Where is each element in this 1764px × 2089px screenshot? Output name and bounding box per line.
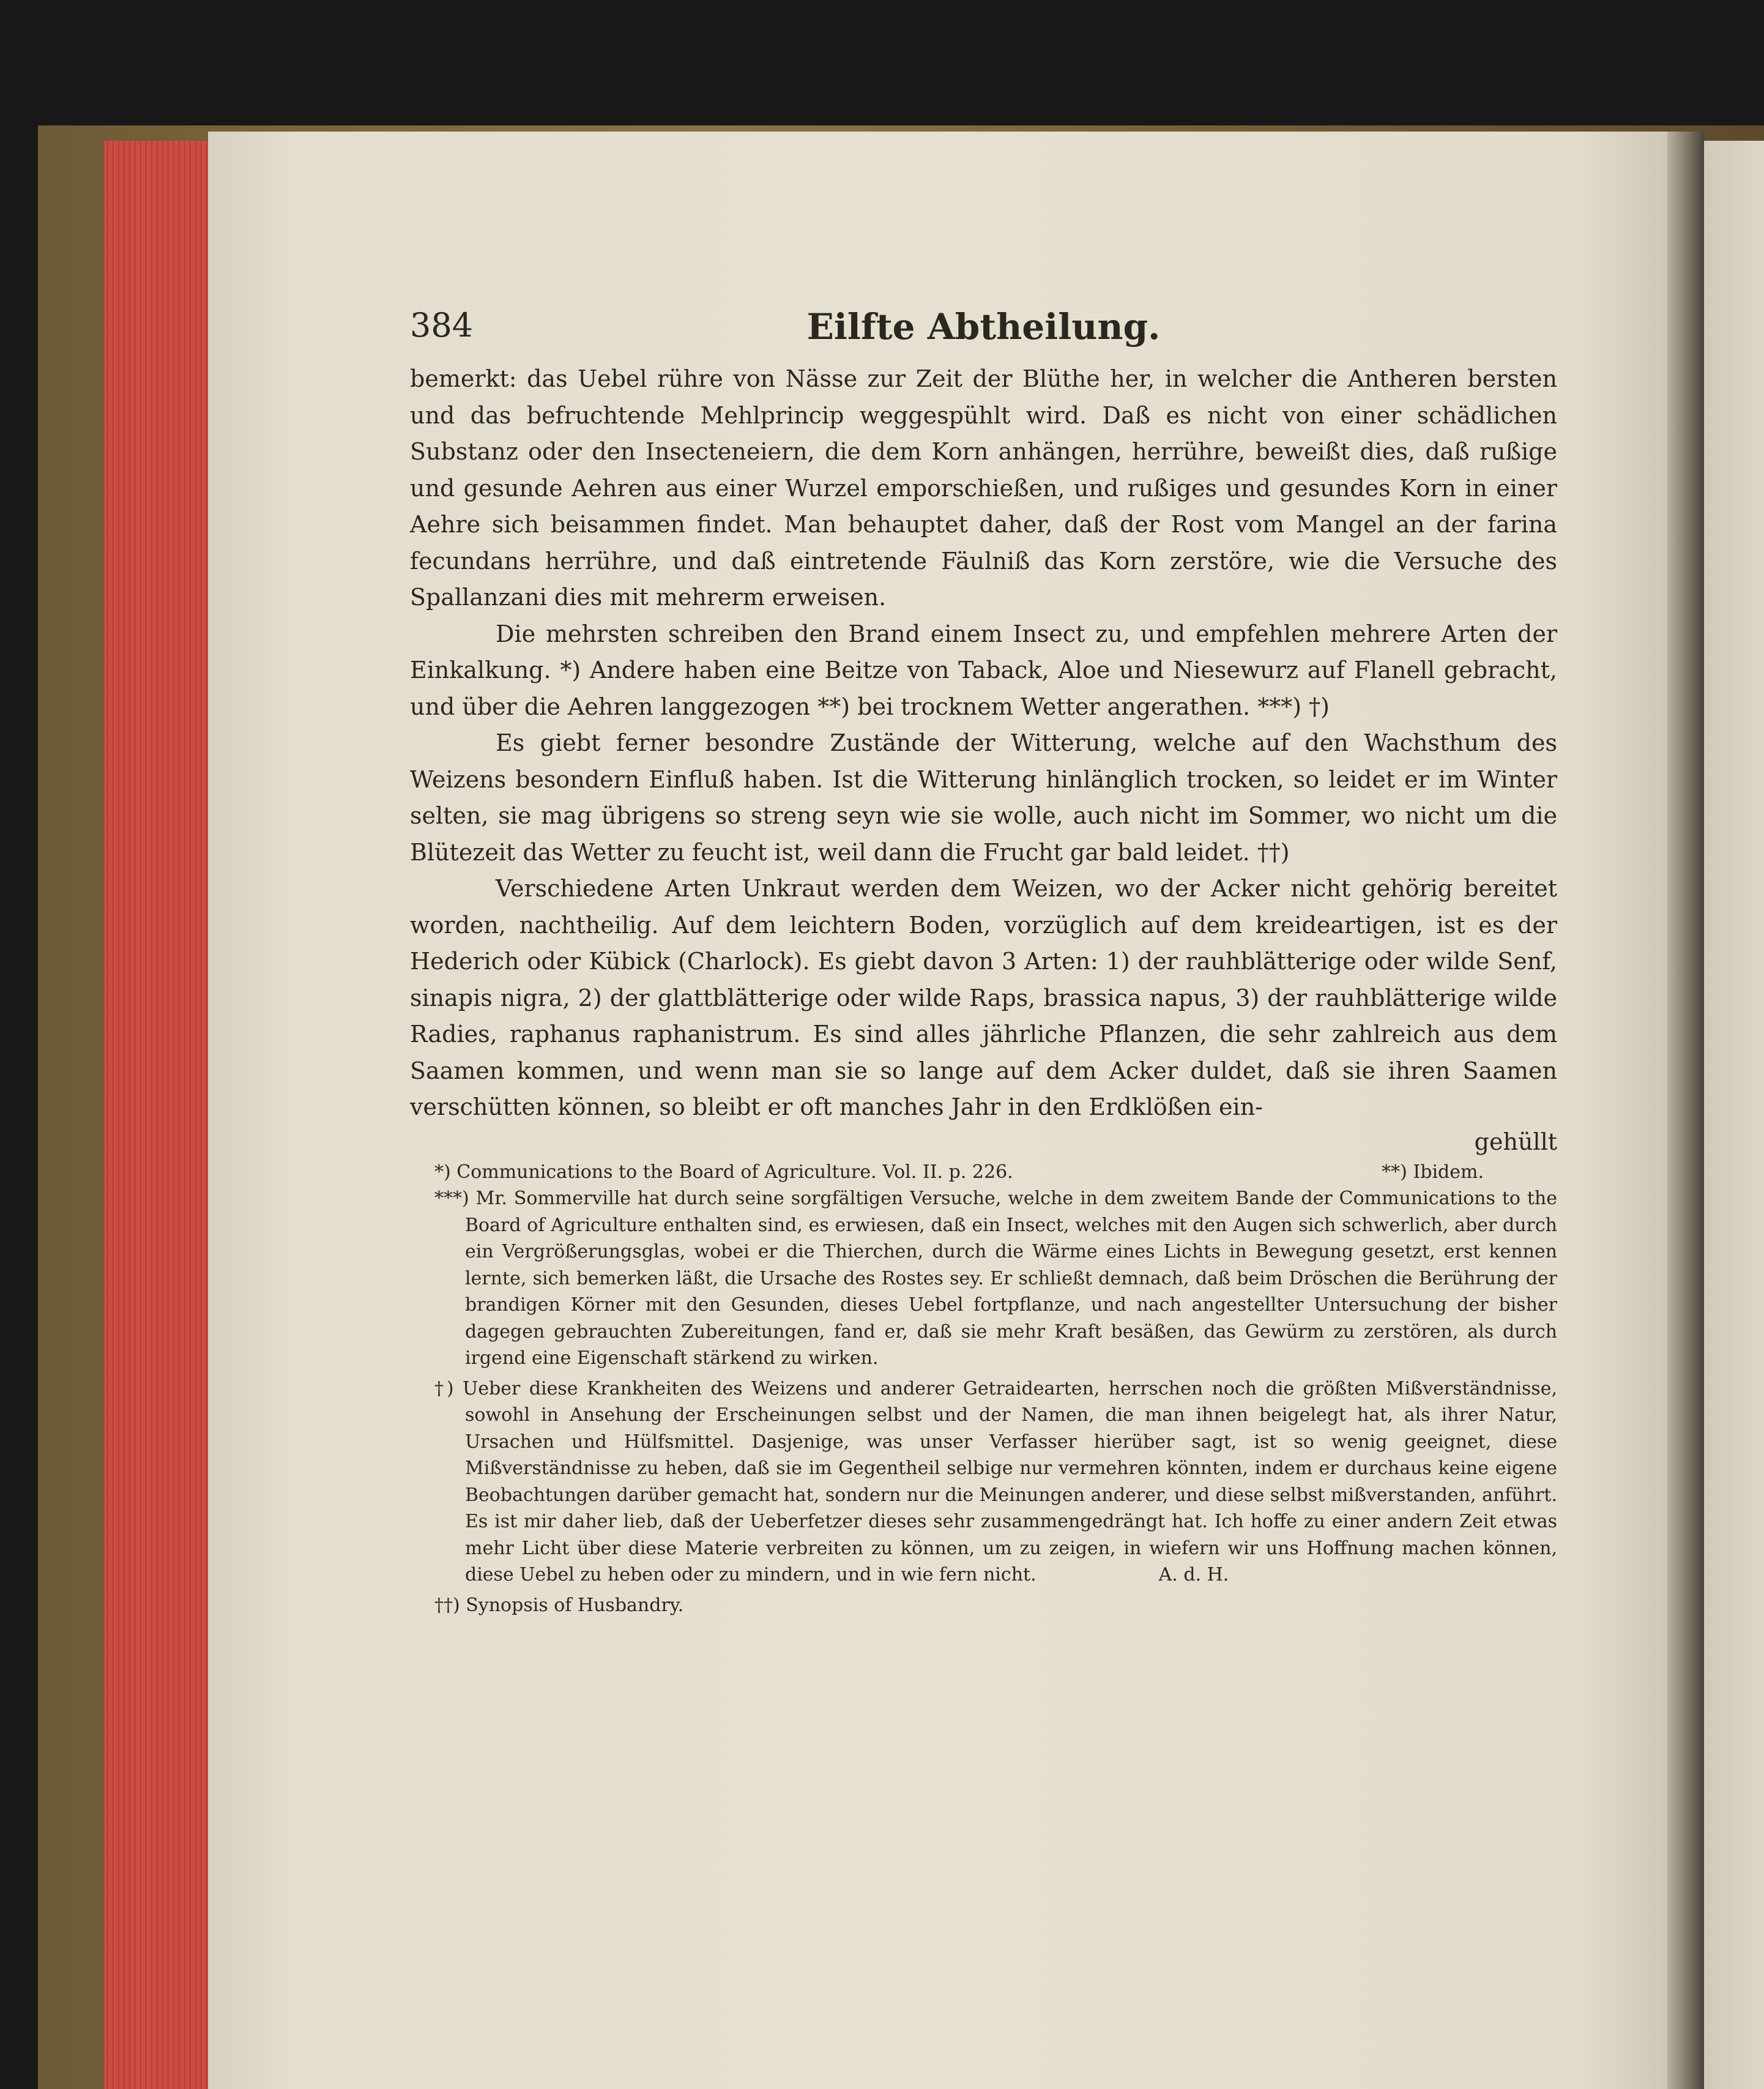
body-paragraph-3: Es giebt ferner besondre Zustände der Witterung, welche auf den Wachsthum des Weizens besondern Einfluß haben. Ist die Witterung hinlänglich trocken, so leidet er im Winter selten, sie mag übrigens so streng seyn wie sie wolle, auch nicht im Sommer, wo nicht um die Blütezeit das Wetter zu feucht ist, weil dann die Frucht gar bald leidet. ††)	[410, 729, 1557, 866]
footnote-2: **) Ibidem.	[1382, 1161, 1484, 1183]
footnote-1: *) Communications to the Board of Agriculture. Vol. II. p. 226.	[434, 1161, 1013, 1183]
footnote-4-text: †) Ueber diese Krankheiten des Weizens und anderer Getraidearten, herrschen noch die größten Mißverständnisse, sowohl in Ansehung der Erscheinungen selbst und der Namen, die man ihnen beigelegt hat, als ihrer Natur, Ursachen und Hülfsmittel. Dasjenige, was unser Verfasser hierüber sagt, ist so wenig geeignet, diese Mißverständnisse zu heben, daß sie im Gegentheil selbige nur vermehren könnten, indem er durchaus keine eigene Beobachtungen darüber gemacht hat, sondern nur die Meinungen anderer, und diese selbst mißverstanden, anführt. Es ist mir daher lieb, daß der Ueberfetzer dieses sehr zusammengedrängt hat. Ich hoffe zu einer andern Zeit etwas mehr Licht über diese Materie verbreiten zu können, um zu zeigen, in wiefern wir uns Hoffnung machen können, diese Uebel zu heben oder zu mindern, und in wie fern nicht.	[434, 1377, 1557, 1585]
footnote-4-signature: A. d. H.	[1158, 1564, 1229, 1585]
body-paragraph-1: bemerkt: das Uebel rühre von Nässe zur Zeit der Blüthe her, in welcher die Antheren bersten und das befruchtende Mehlprincip weggespühlt wird. Daß es nicht von einer schädlichen Substanz oder den Insecteneiern, die dem Korn anhängen, herrühre, beweißt dies, daß rußige und gesunde Aehren aus einer Wurzel emporschießen, und rußiges und gesundes Korn in einer Aehre sich beisammen findet. Man behauptet daher, daß der Rost vom Mangel an der farina fecundans herrühre, und daß eintretende Fäulniß das Korn zerstöre, wie die Versuche des Spallanzani dies mit mehrerm erweisen.	[410, 365, 1557, 611]
footnote-5: ††) Synopsis of Husbandry.	[434, 1594, 684, 1616]
body-paragraph-2: Die mehrsten schreiben den Brand einem Insect zu, und empfehlen mehrere Arten der Einkalkung. *) Andere haben eine Beitze von Taback, Aloe und Niesewurz auf Flanell gebracht, und über die Aehren langgezogen **) bei trocknem Wetter angerathen. ***) †)	[410, 620, 1557, 720]
page-edges	[104, 141, 211, 2089]
page-header	[410, 294, 1557, 355]
book-gutter	[1667, 132, 1704, 2089]
footnotes	[410, 1159, 1557, 1619]
running-title: Eilfte Abtheilung.	[806, 306, 1161, 348]
footnote-4	[410, 1376, 1557, 1588]
facing-page-edge	[1704, 141, 1764, 2089]
body-paragraph-4: Verschiedene Arten Unkraut werden dem Weizen, wo der Acker nicht gehörig bereitet worden, nachtheilig. Auf dem leichtern Boden, vorzüglich auf dem kreideartigen, ist es der Hederich oder Kübick (Charlock). Es giebt davon 3 Arten: 1) der rauhblätterige oder wilde Senf, sinapis nigra, 2) der glattblätterige oder wilde Raps, brassica napus, 3) der rauhblätterige wilde Radies, raphanus raphanistrum. Es sind alles jährliche Pflanzen, die sehr zahlreich aus dem Saamen kommen, und wenn man sie so lange auf dem Acker duldet, daß sie ihren Saamen verschütten können, so bleibt er oft manches Jahr in den Erdklößen ein-	[410, 875, 1557, 1120]
footnote-3: ***) Mr. Sommerville hat durch seine sorgfältigen Versuche, welche in dem zweitem Bande der Communications to the Board of Agriculture enthalten sind, es erwiesen, daß ein Insect, welches mit den Augen sich schwerlich, aber durch ein Vergrößerungsglas, wobei er die Thierchen, durch die Wärme eines Lichts in Bewegung gesetzt, erst kennen lernte, sich bemerken läßt, die Ursache des Rostes sey. Er schließt demnach, daß beim Dröschen die Berührung der brandigen Körner mit den Gesunden, dieses Uebel fortpflanze, und nach angestellter Untersuchung der bisher dagegen gebrauchten Zubereitungen, fand er, daß sie mehr Kraft besäßen, das Gewürm zu zerstören, als durch irgend eine Eigenschaft stärkend zu wirken.	[434, 1188, 1557, 1369]
footnote-row-1	[410, 1159, 1557, 1186]
catchword: gehüllt	[1474, 1128, 1557, 1155]
page-number: 384	[410, 306, 474, 344]
page-content	[410, 294, 1557, 1618]
